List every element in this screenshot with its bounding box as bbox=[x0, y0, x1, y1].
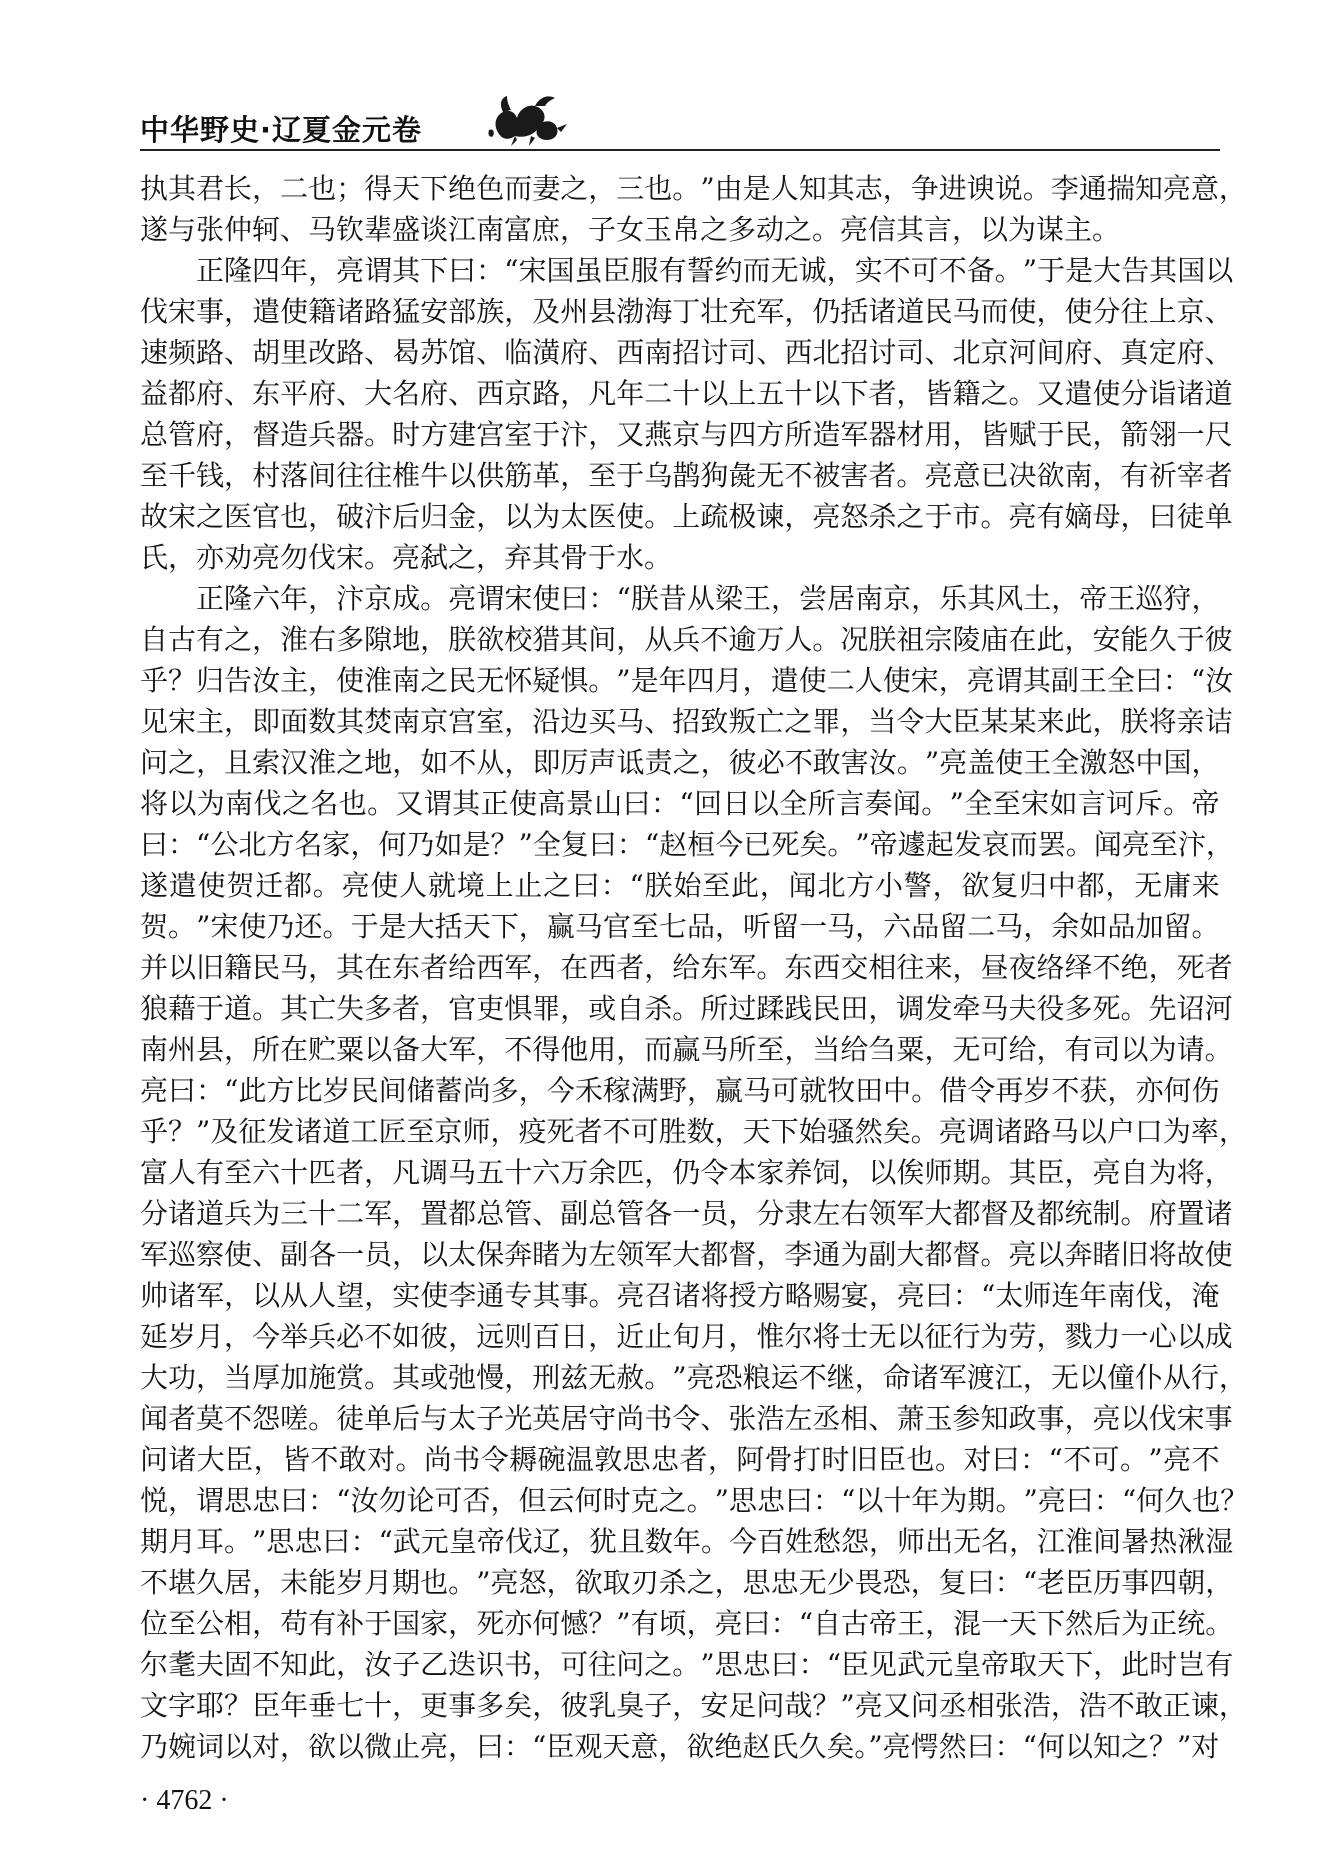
text-line: 帅 诸 军 ， 以 从 人 望 ， 实 使 李 通 专 其 事 。 亮 召 诸 将 授 方 略 赐 宴 ， 亮 曰 ： “ 太 师 连 年 南 伐 ， 淹 bbox=[140, 1279, 1220, 1312]
text-line: 总 管 府 ， 督 造 兵 器 。 时 方 建 宫 室 于 汴 ， 又 燕 京 与 四 方 所 造 军 器 材 用 ， 皆 赋 于 民 ， 箭 翎 一 尺 bbox=[140, 418, 1233, 451]
dragon-icon bbox=[485, 90, 569, 148]
header-rule bbox=[140, 149, 1220, 151]
text-line: 军 巡 察 使 、 副 各 一 员 ， 以 太 保 奔 睹 为 左 领 军 大 都 督 ， 李 通 为 副 大 都 督 。 亮 以 奔 睹 旧 将 故 使 bbox=[140, 1238, 1233, 1271]
text-line: 将 以 为 南 伐 之 名 也 。 又 谓 其 正 使 高 景 山 曰 ： “ 回 日 以 全 所 言 奏 闻 。 ” 全 至 宋 如 言 诃 斥 。 帝 bbox=[140, 787, 1220, 820]
text-line: 位 至 公 相 ， 苟 有 补 于 国 家 ， 死 亦 何 憾 ？ ” 有 顷 ， 亮 曰 ： “ 自 古 帝 王 ， 混 一 天 下 然 后 为 正 统 。 bbox=[140, 1607, 1234, 1640]
page-number: · 4762 · bbox=[140, 1785, 229, 1816]
text-line: 乃婉词以对，欲以微止亮，曰：“臣观天意，欲绝赵氏久矣。”亮愕然曰：“何以知之？”对 bbox=[140, 1730, 1220, 1763]
text-line: 速 频 路 、 胡 里 改 路 、 曷 苏 馆 、 临 潢 府 、 西 南 招 讨 司 、 西 北 招 讨 司 、 北 京 河 间 府 、 真 定 府 、 bbox=[140, 336, 1233, 369]
text-line: 曰 ： “ 公 北 方 名 家 ， 何 乃 如 是 ？ ” 全 复 曰 ： “ 赵 桓 今 已 死 矣 。 ” 帝 遽 起 发 哀 而 罢 。 闻 亮 至 汴 ， bbox=[140, 828, 1234, 861]
text-line: 文 字 耶 ？ 臣 年 垂 七 十 ， 更 事 多 矣 ， 彼 乳 臭 子 ， 安 足 问 哉 ？ ” 亮 又 问 丞 相 张 浩 ， 浩 不 敢 正 谏 ， bbox=[140, 1689, 1247, 1722]
text-line: 分 诸 道 兵 为 三 十 二 军 ， 置 都 总 管 、 副 总 管 各 一 员 ， 分 隶 左 右 领 军 大 都 督 及 都 统 制 。 府 置 诸 bbox=[140, 1197, 1233, 1230]
text-line: 大 功 ， 当 厚 加 施 赏 。 其 或 弛 慢 ， 刑 兹 无 赦 。 ” 亮 恐 粮 运 不 继 ， 命 诸 军 渡 江 ， 无 以 僮 仆 从 行 ， bbox=[140, 1361, 1247, 1394]
paragraph bbox=[140, 578, 1249, 1767]
text-line: 遂与张仲轲、马钦辈盛谈江南富庶，子女玉帛之多动之。亮信其言，以为谋主。 bbox=[140, 213, 1121, 246]
text-line: 执 其 君 长 ， 二 也 ； 得 天 下 绝 色 而 妻 之 ， 三 也 。 ” 由 是 人 知 其 志 ， 争 进 谀 说 。 李 通 揣 知 亮 意 ， bbox=[140, 172, 1247, 205]
running-header bbox=[140, 88, 1220, 150]
paragraph bbox=[140, 250, 1234, 578]
book-title: 中华野史·辽夏金元卷 bbox=[140, 113, 423, 147]
text-line: 狼 藉 于 道 。 其 亡 失 多 者 ， 官 吏 惧 罪 ， 或 自 杀 。 所 过 蹂 践 民 田 ， 调 发 牵 马 夫 役 多 死 。 先 诏 河 bbox=[140, 992, 1233, 1025]
text-line: 并 以 旧 籍 民 马 ， 其 在 东 者 给 西 军 ， 在 西 者 ， 给 东 军 。 东 西 交 相 往 来 ， 昼 夜 络 绎 不 绝 ， 死 者 bbox=[140, 951, 1233, 984]
text-line: 悦 ， 谓 思 忠 曰 ： “ 汝 勿 论 可 否 ， 但 云 何 时 克 之 。 ” 思 忠 曰 ： “ 以 十 年 为 期 。 ” 亮 曰 ： “ 何 久 也 ？ bbox=[140, 1484, 1249, 1517]
text-line: 问 诸 大 臣 ， 皆 不 敢 对 。 尚 书 令 耨 碗 温 敦 思 忠 者 ， 阿 骨 打 时 旧 臣 也 。 对 曰 ： “ 不 可 。 ” 亮 不 bbox=[140, 1443, 1220, 1476]
text-line: 延 岁 月 ， 今 举 兵 必 不 如 彼 ， 远 则 百 日 ， 近 止 旬 月 ， 惟 尔 将 士 无 以 征 行 为 劳 ， 戮 力 一 心 以 成 bbox=[140, 1320, 1233, 1353]
paragraph bbox=[140, 168, 1247, 250]
text-line: 至 千 钱 ， 村 落 间 往 往 椎 牛 以 供 筋 革 ， 至 于 乌 鹊 狗 彘 无 不 被 害 者 。 亮 意 已 决 欲 南 ， 有 祈 宰 者 bbox=[140, 459, 1233, 492]
text-line: 自 古 有 之 ， 淮 右 多 隙 地 ， 朕 欲 校 猎 其 间 ， 从 兵 不 逾 万 人 。 况 朕 祖 宗 陵 庙 在 此 ， 安 能 久 于 彼 bbox=[140, 623, 1233, 656]
text-line: 贺 。 ” 宋 使 乃 还 。 于 是 大 括 天 下 ， 赢 马 官 至 七 品 ， 听 留 一 马 ， 六 品 留 二 马 ， 余 如 品 加 留 。 bbox=[140, 910, 1220, 943]
text-line: 益 都 府 、 东 平 府 、 大 名 府 、 西 京 路 ， 凡 年 二 十 以 上 五 十 以 下 者 ， 皆 籍 之 。 又 遣 使 分 诣 诸 道 bbox=[140, 377, 1233, 410]
text-line: 问 之 ， 且 索 汉 淮 之 地 ， 如 不 从 ， 即 厉 声 诋 责 之 ， 彼 必 不 敢 害 汝 。 ” 亮 盖 使 王 全 激 怒 中 国 ， bbox=[140, 746, 1220, 779]
text-line: 期 月 耳 。 ” 思 忠 曰 ： “ 武 元 皇 帝 伐 辽 ， 犹 且 数 年 。 今 百 姓 愁 怨 ， 师 出 无 名 ， 江 淮 间 暑 热 湫 湿 bbox=[140, 1525, 1234, 1558]
text-line: 南 州 县 ， 所 在 贮 粟 以 备 大 军 ， 不 得 他 用 ， 而 赢 马 所 至 ， 当 给 刍 粟 ， 无 可 给 ， 有 司 以 为 请 。 bbox=[140, 1033, 1233, 1066]
text-line: 故 宋 之 医 官 也 ， 破 汴 后 归 金 ， 以 为 太 医 使 。 上 疏 极 谏 ， 亮 怒 杀 之 于 市 。 亮 有 嫡 母 ， 曰 徒 单 bbox=[140, 500, 1233, 533]
body-text bbox=[140, 168, 1249, 1767]
text-line: 富 人 有 至 六 十 匹 者 ， 凡 调 马 五 十 六 万 余 匹 ， 仍 令 本 家 养 饲 ， 以 俟 师 期 。 其 臣 ， 亮 自 为 将 ， bbox=[140, 1156, 1233, 1189]
text-line: 正 隆 四 年 ， 亮 谓 其 下 曰 ： “ 宋 国 虽 臣 服 有 誓 约 而 无 诚 ， 实 不 可 不 备 。 ” 于 是 大 告 其 国 以 bbox=[196, 254, 1234, 287]
text-line: 不 堪 久 居 ， 未 能 岁 月 期 也 。 ” 亮 怒 ， 欲 取 刃 杀 之 ， 思 忠 无 少 畏 恐 ， 复 曰 ： “ 老 臣 历 事 四 朝 ， bbox=[140, 1566, 1234, 1599]
text-line: 见 宋 主 ， 即 面 数 其 焚 南 京 宫 室 ， 沿 边 买 马 、 招 致 叛 亡 之 罪 ， 当 令 大 臣 某 某 来 此 ， 朕 将 亲 诘 bbox=[140, 705, 1233, 738]
text-line: 尔 耄 夫 固 不 知 此 ， 汝 子 乙 迭 识 书 ， 可 往 问 之 。 ” 思 忠 曰 ： “ 臣 见 武 元 皇 帝 取 天 下 ， 此 时 岂 有 bbox=[140, 1648, 1234, 1681]
text-line: 遂 遣 使 贺 迁 都 。 亮 使 人 就 境 上 止 之 曰 ： “ 朕 始 至 此 ， 闻 北 方 小 警 ， 欲 复 归 中 都 ， 无 庸 来 bbox=[140, 869, 1220, 902]
text-line: 伐 宋 事 ， 遣 使 籍 诸 路 猛 安 部 族 ， 及 州 县 渤 海 丁 壮 充 军 ， 仍 括 诸 道 民 马 而 使 ， 使 分 往 上 京 、 bbox=[140, 295, 1233, 328]
text-line: 亮 曰 ： “ 此 方 比 岁 民 间 储 蓄 尚 多 ， 今 禾 稼 满 野 ， 赢 马 可 就 牧 田 中 。 借 令 再 岁 不 获 ， 亦 何 伤 bbox=[140, 1074, 1220, 1107]
text-line: 乎 ？ ” 及 征 发 诸 道 工 匠 至 京 师 ， 疫 死 者 不 可 胜 数 ， 天 下 始 骚 然 矣 。 亮 调 诸 路 马 以 户 口 为 率 ， bbox=[140, 1115, 1247, 1148]
text-line: 氏，亦劝亮勿伐宋。亮弑之，弃其骨于水。 bbox=[140, 541, 673, 574]
text-line: 乎 ？ 归 告 汝 主 ， 使 淮 南 之 民 无 怀 疑 惧 。 ” 是 年 四 月 ， 遣 使 二 人 使 宋 ， 亮 谓 其 副 王 全 曰 ： “ 汝 bbox=[140, 664, 1234, 697]
text-line: 正 隆 六 年 ， 汴 京 成 。 亮 谓 宋 使 曰 ： “ 朕 昔 从 梁 王 ， 尝 居 南 京 ， 乐 其 风 土 ， 帝 王 巡 狩 ， bbox=[196, 582, 1220, 615]
text-line: 闻 者 莫 不 怨 嗟 。 徒 单 后 与 太 子 光 英 居 守 尚 书 令 、 张 浩 左 丞 相 、 萧 玉 参 知 政 事 ， 亮 以 伐 宋 事 bbox=[140, 1402, 1233, 1435]
